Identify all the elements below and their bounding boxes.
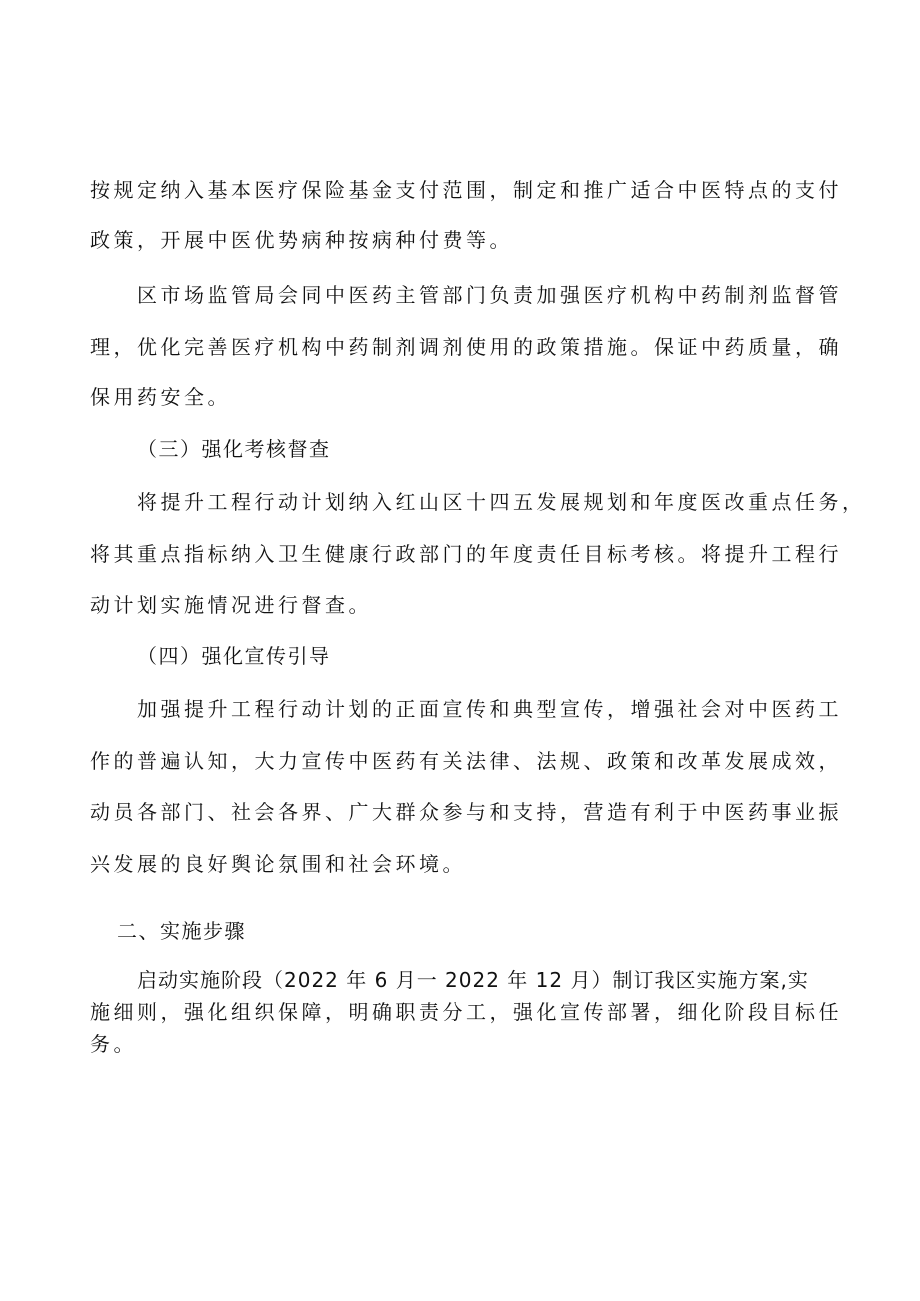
text-line: 区市场监管局会同中医药主管部门负责加强医疗机构中药制剂监督管: [137, 283, 842, 307]
text-line: 动计划实施情况进行督查。: [90, 593, 372, 617]
text-line: 将提升工程行动计划纳入红山区十四五发展规划和年度医改重点任务，: [137, 490, 866, 514]
text-line: 作的普遍认知，大力宣传中医药有关法律、法规、政策和改革发展成效，: [90, 749, 842, 773]
section-heading-implementation: 二、实施步骤: [117, 919, 246, 943]
section-heading-4: （四）强化宣传引导: [137, 644, 331, 668]
text-line: 兴发展的良好舆论氛围和社会环境。: [90, 852, 466, 876]
text-line: 施细则，强化组织保障，明确职责分工，强化宣传部署，细化阶段目标任: [90, 1000, 842, 1024]
text-line: 按规定纳入基本医疗保险基金支付范围，制定和推广适合中医特点的支付: [90, 178, 842, 202]
text-line: 启动实施阶段（2022 年 6 月一 2022 年 12 月）制订我区实施方案,实: [137, 968, 809, 992]
text-line: 理，优化完善医疗机构中药制剂调剂使用的政策措施。保证中药质量，确: [90, 335, 842, 359]
section-heading-3: （三）强化考核督查: [137, 437, 331, 461]
text-line: 加强提升工程行动计划的正面宣传和典型宣传，增强社会对中医药工: [137, 697, 842, 721]
text-line: 政策，开展中医优势病种按病种付费等。: [90, 228, 513, 252]
text-line: 将其重点指标纳入卫生健康行政部门的年度责任目标考核。将提升工程行: [90, 542, 842, 566]
text-line: 保用药安全。: [90, 385, 231, 409]
text-line: 动员各部门、社会各界、广大群众参与和支持，营造有利于中医药事业振: [90, 800, 842, 824]
text-line: 务。: [90, 1032, 137, 1056]
